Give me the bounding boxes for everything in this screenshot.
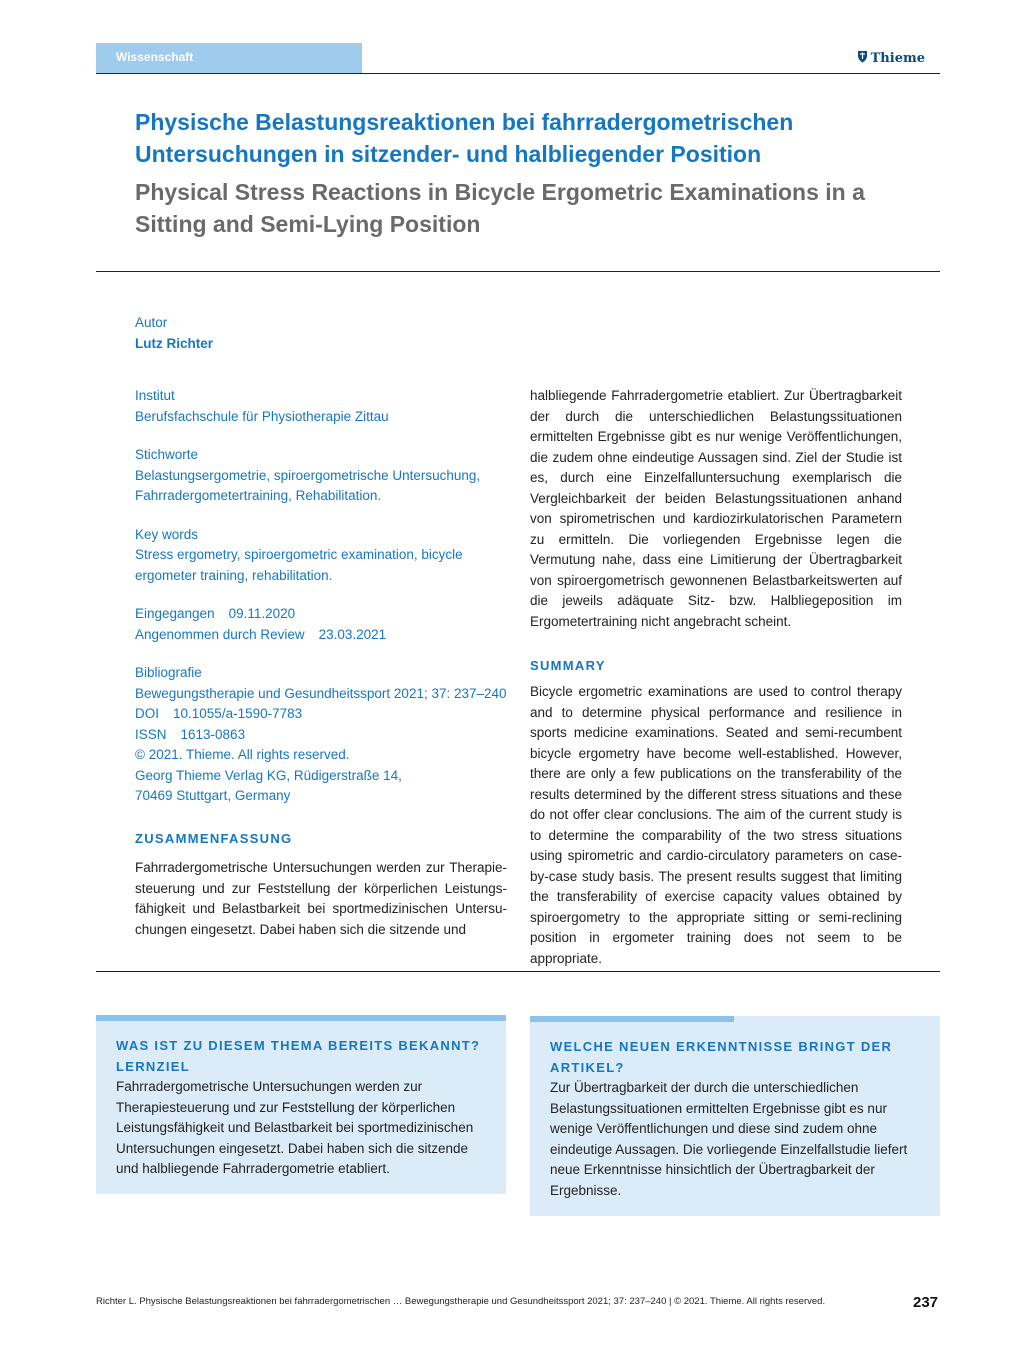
summary-text: Bicycle ergometric examinations are used to control therapy and to determine physical performance and resilience in sports medicine examinations. Seated and semi-recumbent bicycle ergometry have become well-established. However, there are only a few publications on the transferability of the results determined by the different stress situations and these do not offer clear conclusions. The aim of the current study is to determine the comparability of the two stress situations using spirometric and cardio-circulatory parameters on case-by-case study basis. The present results suggest that limiting the transferability of exercise capacity values obtained by spiroergometry to the appropriate sitting or semi-reclining position in ergometer training does not seem to be appropriate. bbox=[530, 684, 902, 966]
institute-label: Institut bbox=[135, 388, 175, 403]
keywords-en-label: Key words bbox=[135, 526, 199, 542]
issn-value: 1613-0863 bbox=[180, 726, 246, 742]
received-label: Eingegangen bbox=[135, 606, 215, 621]
box-known-text: Fahrradergometrische Untersuchungen werden zur Therapiesteuerung und zur Feststellung der körperlichen Leistungsfähigkeit und Belastbarkeit bei sportmedizinischen Untersuchungen eingesetzt. Dabei haben sich die sitzende und halbliegende Fahrradergometrie etabliert. bbox=[116, 1079, 474, 1176]
keywords-de-group bbox=[135, 445, 507, 507]
accepted-label: Angenommen durch Review bbox=[135, 626, 305, 642]
zusammenfassung-text-left: Fahrradergometrische Untersuchungen werden zur Therapiesteuerung und zur Feststellung der körperlichen Leistungsfähigkeit und Belastbarkeit bei sportmedizinischen Untersuchungen eingesetzt. Dabei haben sich die sitzende und bbox=[135, 860, 507, 937]
left-column bbox=[135, 386, 507, 940]
page-number: 237 bbox=[913, 1294, 939, 1311]
issn-label: ISSN bbox=[135, 726, 167, 742]
author-block bbox=[135, 313, 213, 354]
section-label: Wissenschaft bbox=[116, 50, 194, 64]
institute-group bbox=[135, 386, 507, 427]
publisher-line-2: 70469 Stuttgart, Germany bbox=[135, 788, 291, 803]
keywords-de-label: Stichworte bbox=[135, 447, 199, 462]
box-new-text: Zur Übertragbarkeit der durch die unterschiedlichen Belastungssituationen ermittelten Ergebnisse gibt es nur wenige Veröffentlichungen und diese sind zudem ohne eindeutige Aussagen. Die vorliegende Einzelfallstudie liefert neue Erkenntnisse hinsichtlich der Übertragbarkeit der Ergebnisse. bbox=[550, 1080, 908, 1198]
institute-value: Berufsfachschule für Physiotherapie Zittau bbox=[135, 408, 389, 424]
author-label: Autor bbox=[135, 315, 168, 330]
box-new-bar bbox=[530, 1016, 734, 1022]
header-rule bbox=[96, 73, 940, 74]
doi-value[interactable]: 10.1055/a-1590-7783 bbox=[173, 706, 303, 721]
zusammenfassung-heading: ZUSAMMENFASSUNG bbox=[135, 830, 293, 846]
abstract-rule bbox=[96, 971, 940, 972]
keywords-en-value: Stress ergometry, spiroergometric examination, bicycle ergometer training, rehabilitation. bbox=[135, 547, 463, 583]
publisher-line-1: Georg Thieme Verlag KG, Rüdigerstraße 14, bbox=[135, 767, 402, 783]
title-german: Physische Belastungsreaktionen bei fahrradergometrischen Untersuchungen in sitzender- und halbliegender Position bbox=[135, 109, 794, 167]
issn-line bbox=[135, 725, 507, 746]
publisher-logo bbox=[857, 50, 925, 67]
accepted-date: 23.03.2021 bbox=[318, 626, 387, 642]
footer-citation: Richter L. Physische Belastungsreaktionen bei fahrradergometrischen … Bewegungstherapie und Gesundheitssport 2021; 37: 237–240 | © 2021. Thieme. All rights reserved. bbox=[96, 1296, 826, 1307]
logo-text: Thieme bbox=[870, 51, 925, 66]
bibliography-group bbox=[135, 663, 507, 807]
received-line bbox=[135, 604, 507, 625]
thieme-crest-icon bbox=[857, 50, 868, 67]
doi-label: DOI bbox=[135, 706, 160, 721]
author-name: Lutz Richter bbox=[135, 335, 214, 351]
keywords-de-value: Belastungsergometrie, spiroergometrische Untersuchung, Fahrradergometertraining, Rehabilitation. bbox=[135, 467, 481, 503]
bibliography-journal: Bewegungstherapie und Gesundheitssport 2021; 37: 237–240 bbox=[135, 685, 507, 701]
box-known bbox=[96, 1015, 506, 1194]
box-known-bar bbox=[96, 1015, 506, 1021]
dates-group bbox=[135, 604, 507, 645]
bibliography-label: Bibliografie bbox=[135, 665, 202, 680]
copyright: © 2021. Thieme. All rights reserved. bbox=[135, 747, 350, 762]
section-tab bbox=[96, 43, 362, 74]
box-new bbox=[530, 1016, 940, 1216]
title-rule bbox=[96, 271, 940, 272]
received-date: 09.11.2020 bbox=[228, 606, 296, 621]
keywords-en-group bbox=[135, 525, 507, 587]
box-new-heading: WELCHE NEUEN ERKENNTNISSE BRINGT DER ARTIKEL? bbox=[550, 1039, 893, 1075]
doi-line bbox=[135, 704, 507, 725]
accepted-line bbox=[135, 625, 507, 646]
zusammenfassung-text-right: halbliegende Fahrradergometrie etabliert. Zur Übertragbarkeit der durch die unterschiedlichen Belastungssituationen ermittelten Ergebnisse gibt es nur wenige Veröffentlichungen, die zudem ohne eindeutige Aussagen sind. Ziel der Studie ist es, durch eine Einzelfalluntersuchung exemplarisch die Vergleichbarkeit der beiden Belastungssituationen anhand von spirometrischen und kardiozirkulatorischen Parametern zu ermitteln. Die vorliegenden Ergebnisse legen die Vermutung nahe, dass eine Limitierung der Übertragbarkeit von spiroergometrisch gewonnenen Belastbarkeitswerten auf die jeweils adäquate Sitz- bzw. Halbliegeposition im Ergometertraining nicht angebracht scheint. bbox=[530, 388, 902, 629]
title-english: Physical Stress Reactions in Bicycle Ergometric Examinations in a Sitting and Semi-Lying Position bbox=[135, 179, 865, 237]
right-column bbox=[530, 386, 902, 969]
box-known-heading: WAS IST ZU DIESEM THEMA BEREITS BEKANNT? LERNZIEL bbox=[116, 1038, 481, 1074]
zusammenfassung-section bbox=[135, 829, 507, 941]
summary-heading: SUMMARY bbox=[530, 658, 606, 673]
